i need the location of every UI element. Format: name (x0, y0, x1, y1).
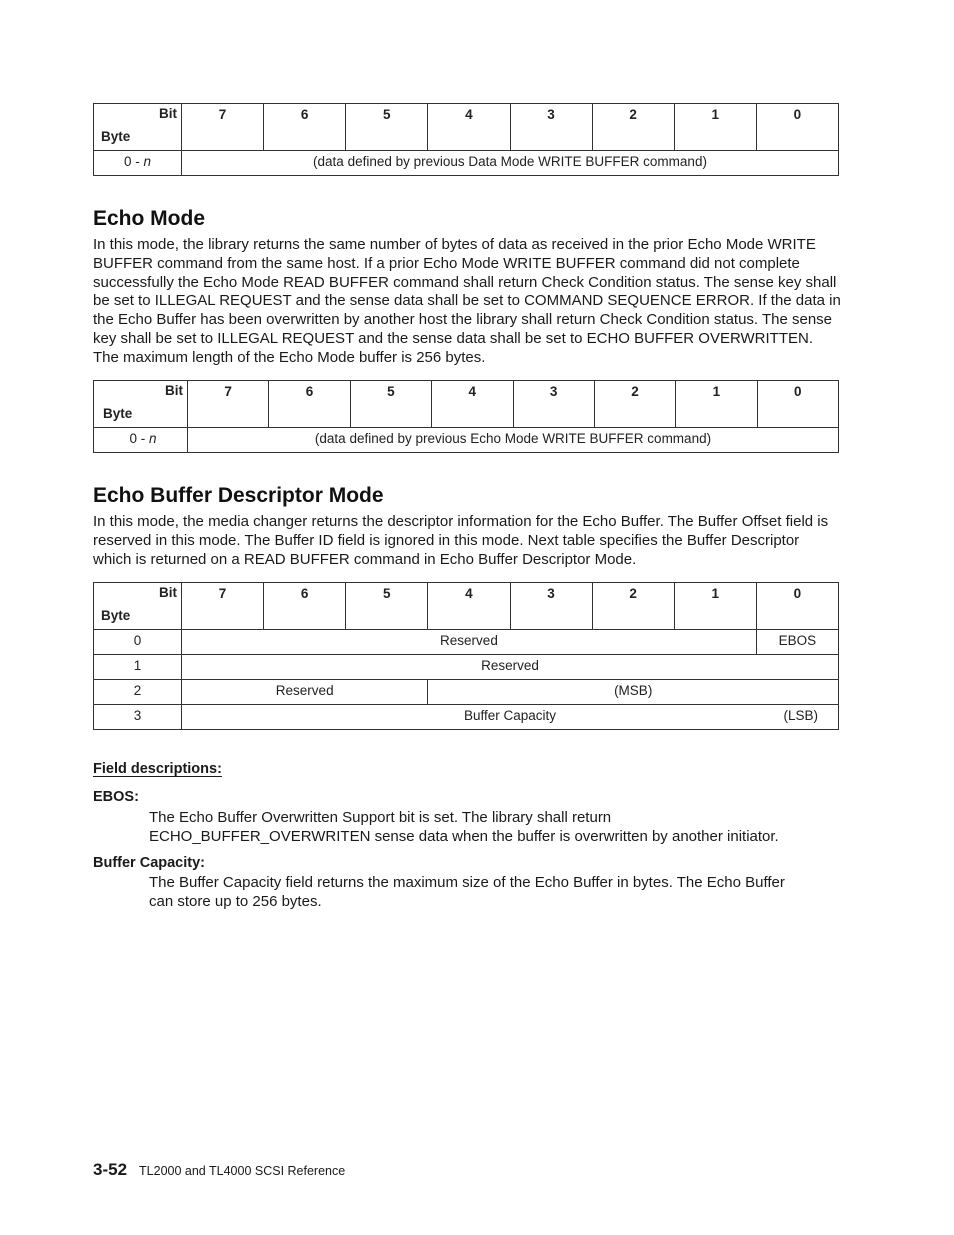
bit-5: 5 (350, 381, 431, 428)
byte-cell: 0 - n (94, 428, 188, 453)
ebos-term: EBOS: (93, 789, 139, 805)
bit-6: 6 (264, 583, 346, 630)
buffer-capacity-term: Buffer Capacity: (93, 855, 205, 871)
byte-cell: 1 (94, 655, 182, 680)
bit-byte-corner: Bit Byte (94, 381, 188, 428)
bit-4: 4 (428, 583, 510, 630)
field-descriptions-heading: Field descriptions: (93, 761, 222, 777)
bit-5: 5 (346, 583, 428, 630)
bit-3: 3 (510, 104, 592, 151)
data-cell: (data defined by previous Data Mode WRITE BUFFER command) (182, 151, 839, 176)
bit-7: 7 (182, 104, 264, 151)
ebos-cell: EBOS (756, 630, 838, 655)
bit-1: 1 (674, 104, 756, 151)
bit-6: 6 (269, 381, 350, 428)
bit-1: 1 (674, 583, 756, 630)
bit-4: 4 (432, 381, 513, 428)
bit-2: 2 (592, 583, 674, 630)
echo-mode-heading: Echo Mode (93, 207, 206, 230)
descriptor-mode-heading: Echo Buffer Descriptor Mode (93, 484, 384, 507)
data-cell: (data defined by previous Echo Mode WRITE BUFFER command) (188, 428, 839, 453)
bit-byte-corner: Bit Byte (94, 104, 182, 151)
table-row (94, 428, 839, 453)
buffer-capacity-label: Buffer Capacity (463, 708, 557, 723)
buffer-capacity-description: The Buffer Capacity field returns the maximum size of the Echo Buffer in bytes. The Echo Buffer can store up to 256 bytes. (149, 874, 785, 910)
bit-2: 2 (592, 104, 674, 151)
table-row (94, 655, 839, 680)
lsb-label: (LSB) (783, 708, 818, 723)
reserved-cell: Reserved (182, 630, 757, 655)
bit-4: 4 (428, 104, 510, 151)
page-footer (93, 1160, 345, 1180)
echo-mode-body: In this mode, the library returns the same number of bytes of data as received in the prior Echo Mode WRITE BUFFER command from the same host. If a prior Echo Mode WRITE BUFFER command did not complete successfully the Echo Mode READ BUFFER command shall return Check Condition status. The sense key shall be set to ILLEGAL REQUEST and the sense data shall be set to COMMAND SEQUENCE ERROR. If the data in the Echo Buffer has been overwritten by another host the library shall return Check Condition status. The sense key shall be set to ILLEGAL REQUEST and the sense data shall be set to ECHO BUFFER OVERWRITTEN. The maximum length of the Echo Mode buffer is 256 bytes. (93, 236, 841, 366)
echo-mode-table (93, 380, 839, 453)
bit-6: 6 (264, 104, 346, 151)
bit-7: 7 (188, 381, 269, 428)
byte-cell: 0 (94, 630, 182, 655)
bit-header-row (94, 583, 839, 630)
bit-7: 7 (182, 583, 264, 630)
descriptor-mode-body: In this mode, the media changer returns the descriptor information for the Echo Buffer. The Buffer Offset field is reserved in this mode. The Buffer ID field is ignored in this mode. Next table specifies the Buffer Descriptor which is returned on a READ BUFFER command in Echo Buffer Descriptor Mode. (93, 513, 829, 568)
bit-header-row (94, 381, 839, 428)
reserved-cell: Reserved (182, 655, 839, 680)
ebos-description: The Echo Buffer Overwritten Support bit is set. The library shall return ECHO_BUFFER_OVERWRITEN sense data when the buffer is overwritten by another initiator. (149, 809, 779, 845)
bit-5: 5 (346, 104, 428, 151)
bit-1: 1 (676, 381, 757, 428)
byte-cell: 2 (94, 680, 182, 705)
capacity-cell (182, 705, 839, 730)
msb-cell: (MSB) (428, 680, 839, 705)
bit-3: 3 (510, 583, 592, 630)
bit-3: 3 (513, 381, 594, 428)
table-row (94, 705, 839, 730)
bit-byte-corner: Bit Byte (94, 583, 182, 630)
bit-0: 0 (756, 104, 838, 151)
bit-0: 0 (757, 381, 838, 428)
descriptor-table (93, 582, 839, 730)
byte-cell: 3 (94, 705, 182, 730)
bit-0: 0 (756, 583, 838, 630)
bit-2: 2 (594, 381, 675, 428)
data-mode-table (93, 103, 839, 176)
table-row (94, 630, 839, 655)
document-title: TL2000 and TL4000 SCSI Reference (139, 1164, 346, 1178)
page-number: 3-52 (93, 1160, 128, 1179)
table-row (94, 151, 839, 176)
byte-cell: 0 - n (94, 151, 182, 176)
bit-header-row (94, 104, 839, 151)
table-row (94, 680, 839, 705)
reserved-cell: Reserved (182, 680, 428, 705)
